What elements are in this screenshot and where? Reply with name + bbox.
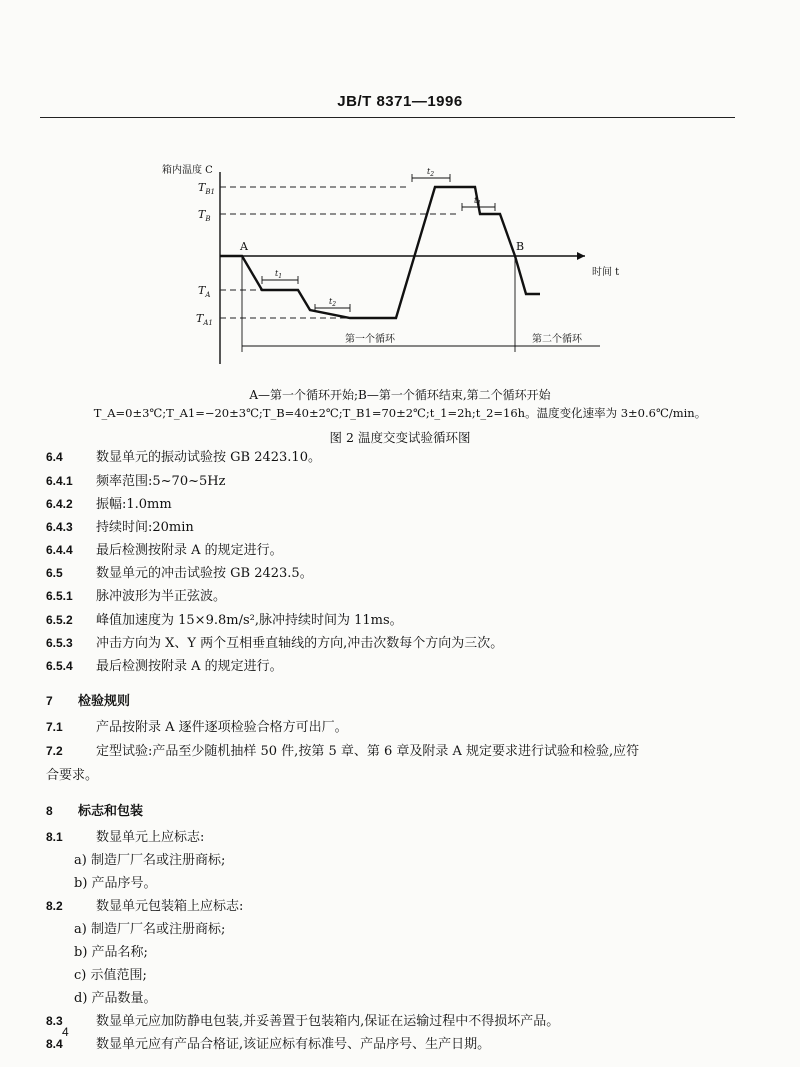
t2-bracket-a xyxy=(315,297,350,312)
clause-8-4: 8.4 数显单元应有产品合格证,该证应标有标准号、产品序号、生产日期。 xyxy=(46,1037,491,1052)
figure-legend: A—第一个循环开始;B—第一个循环结束,第二个循环开始 xyxy=(249,388,551,402)
svg-text:t1: $t_1$ xyxy=(275,269,283,280)
clause-6-4: 6.4 数显单元的振动试验按 GB 2423.10。 xyxy=(46,450,321,465)
point-b-label: B xyxy=(516,240,525,253)
list-item: c) 示值范围; xyxy=(74,968,147,983)
clause-6-5: 6.5 数显单元的冲击试验按 GB 2423.5。 xyxy=(46,566,313,581)
clause-6-4-2: 6.4.2 振幅:1.0mm xyxy=(46,497,172,512)
tb-label: $T_B$ xyxy=(198,208,211,223)
section-8-heading: 8 标志和包装 xyxy=(46,804,144,819)
clause-7-2: 7.2 定型试验:产品至少随机抽样 50 件,按第 5 章、第 6 章及附录 A 规定要求进行试验和检验,应符 xyxy=(46,744,640,759)
clause-6-5-4: 6.5.4 最后检测按附录 A 的规定进行。 xyxy=(46,659,283,674)
list-item: b) 产品名称; xyxy=(74,945,148,960)
figure-title: 图 2 温度交变试验循环图 xyxy=(329,430,471,445)
clause-6-5-2: 6.5.2 峰值加速度为 15×9.8m/s²,脉冲持续时间为 11ms。 xyxy=(46,613,403,628)
clause-6-4-1: 6.4.1 频率范围:5~70~5Hz xyxy=(46,474,226,489)
svg-text:t2: $t_2$ xyxy=(427,167,435,178)
header-rule xyxy=(40,117,735,118)
tb1-label: $T_{B1}$ xyxy=(198,181,215,196)
svg-text:t2: $t_2$ xyxy=(329,297,337,308)
clause-7-1: 7.1 产品按附录 A 逐件逐项检验合格方可出厂。 xyxy=(46,720,348,735)
clause-8-3: 8.3 数显单元应加防静电包装,并妥善置于包装箱内,保证在运输过程中不得损坏产品。 xyxy=(46,1014,560,1029)
figure-parameters: T_A=0±3℃;T_A1=−20±3℃;T_B=40±2℃;T_B1=70±2℃;t_1=2h;t_2=16h。温度变化速率为 3±0.6℃/min。 xyxy=(93,406,707,420)
list-item: d) 产品数量。 xyxy=(74,991,157,1006)
clause-6-4-4: 6.4.4 最后检测按附录 A 的规定进行。 xyxy=(46,543,283,558)
ta-label: $T_A$ xyxy=(198,284,211,299)
clause-6-4-3: 6.4.3 持续时间:20min xyxy=(46,520,194,535)
cycle1-label: 第一个循环 xyxy=(345,334,395,345)
svg-text:t1: $t_1$ xyxy=(474,196,482,207)
clause-7-2-continued: 合要求。 xyxy=(46,768,99,783)
list-item: b) 产品序号。 xyxy=(74,876,157,891)
ta1-label: $T_{A1}$ xyxy=(196,312,213,327)
t2-bracket-b xyxy=(412,167,450,182)
clause-8-1: 8.1 数显单元上应标志: xyxy=(46,830,205,845)
t1-bracket-a xyxy=(262,269,298,284)
clause-6-5-3: 6.5.3 冲击方向为 X、Y 两个互相垂直轴线的方向,冲击次数每个方向为三次。 xyxy=(46,636,504,651)
temperature-cycle-diagram xyxy=(140,152,660,382)
time-axis-arrow xyxy=(577,252,585,260)
list-item: a) 制造厂厂名或注册商标; xyxy=(74,853,226,868)
list-item: a) 制造厂厂名或注册商标; xyxy=(74,922,226,937)
x-axis-label: 时间 t xyxy=(592,267,620,278)
clause-8-2: 8.2 数显单元包装箱上应标志: xyxy=(46,899,244,914)
clause-6-5-1: 6.5.1 脉冲波形为半正弦波。 xyxy=(46,589,227,604)
point-a-label: A xyxy=(240,240,248,253)
page-number: 4 xyxy=(62,1025,69,1039)
section-7-heading: 7 检验规则 xyxy=(46,694,131,709)
cycle2-label: 第二个循环 xyxy=(532,334,582,345)
y-axis-label: 箱内温度 C xyxy=(162,165,213,176)
document-header: JB/T 8371—1996 xyxy=(337,93,463,110)
